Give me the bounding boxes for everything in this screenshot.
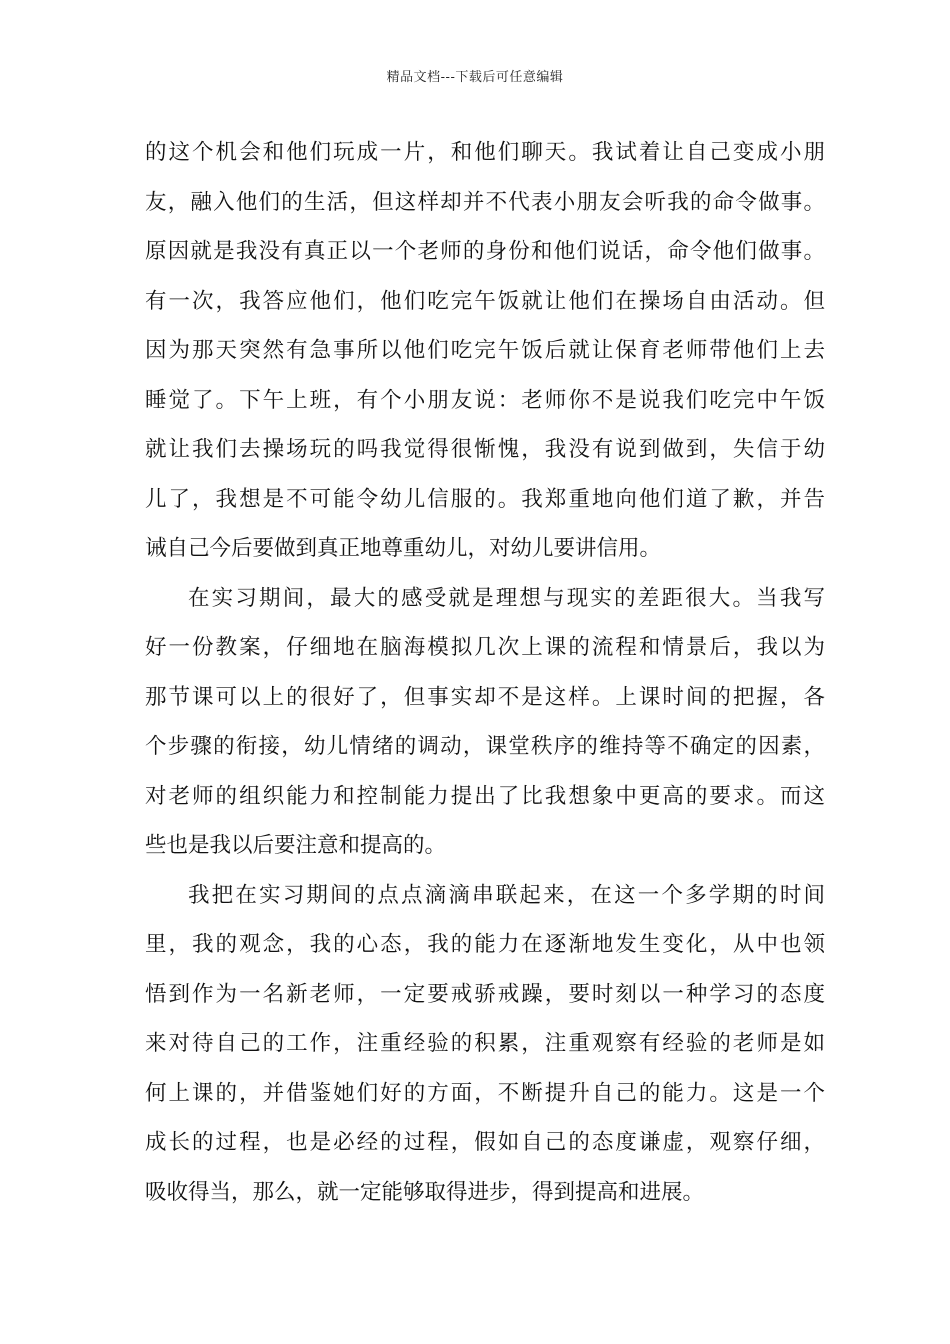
paragraph xyxy=(145,574,825,871)
paragraph xyxy=(145,871,825,1218)
paragraph xyxy=(145,128,825,574)
text-line: 个步骤的衔接，幼儿情绪的调动，课堂秩序的维持等不确定的因素， xyxy=(145,734,825,759)
text-line: 好一份教案，仔细地在脑海模拟几次上课的流程和情景后，我以为 xyxy=(145,635,825,660)
text-line: 儿了，我想是不可能令幼儿信服的。我郑重地向他们道了歉，并告 xyxy=(145,486,825,512)
text-line: 吸收得当，那么，就一定能够取得进步，得到提高和进展。 xyxy=(145,1179,705,1205)
text-line: 的这个机会和他们玩成一片，和他们聊天。我试着让自己变成小朋 xyxy=(145,140,825,165)
text-line: 来对待自己的工作，注重经验的积累，注重观察有经验的老师是如 xyxy=(145,1031,825,1056)
text-line: 悟到作为一名新老师，一定要戒骄戒躁，要时刻以一种学习的态度 xyxy=(145,981,825,1007)
text-line: 因为那天突然有急事所以他们吃完午饭后就让保育老师带他们上去 xyxy=(145,338,825,363)
text-line: 何上课的，并借鉴她们好的方面，不断提升自己的能力。这是一个 xyxy=(145,1080,825,1106)
text-line: 就让我们去操场玩的吗我觉得很惭愧，我没有说到做到，失信于幼 xyxy=(145,437,825,462)
text-line: 有一次，我答应他们，他们吃完午饭就让他们在操场自由活动。但 xyxy=(145,288,825,314)
text-line: 成长的过程，也是必经的过程，假如自己的态度谦虚，观察仔细， xyxy=(145,1130,825,1155)
text-line: 那节课可以上的很好了，但事实却不是这样。上课时间的把握，各 xyxy=(145,684,825,710)
text-line: 在实习期间，最大的感受就是理想与现实的差距很大。当我写 xyxy=(188,585,825,611)
text-line: 睡觉了。下午上班，有个小朋友说：老师你不是说我们吃完中午饭 xyxy=(145,387,825,413)
text-line: 友，融入他们的生活，但这样却并不代表小朋友会听我的命令做事。 xyxy=(145,189,825,215)
text-line: 些也是我以后要注意和提高的。 xyxy=(145,833,447,858)
body-text xyxy=(145,128,825,1217)
text-line: 原因就是我没有真正以一个老师的身份和他们说话，命令他们做事。 xyxy=(145,239,825,264)
text-line: 我把在实习期间的点点滴滴串联起来，在这一个多学期的时间 xyxy=(188,882,825,908)
page-header: 精品文档---下载后可任意编辑 xyxy=(386,70,564,85)
text-line: 对老师的组织能力和控制能力提出了比我想象中更高的要求。而这 xyxy=(145,783,825,809)
text-line: 里，我的观念，我的心态，我的能力在逐渐地发生变化，从中也领 xyxy=(145,932,825,957)
text-line: 诫自己今后要做到真正地尊重幼儿，对幼儿要讲信用。 xyxy=(145,536,662,561)
